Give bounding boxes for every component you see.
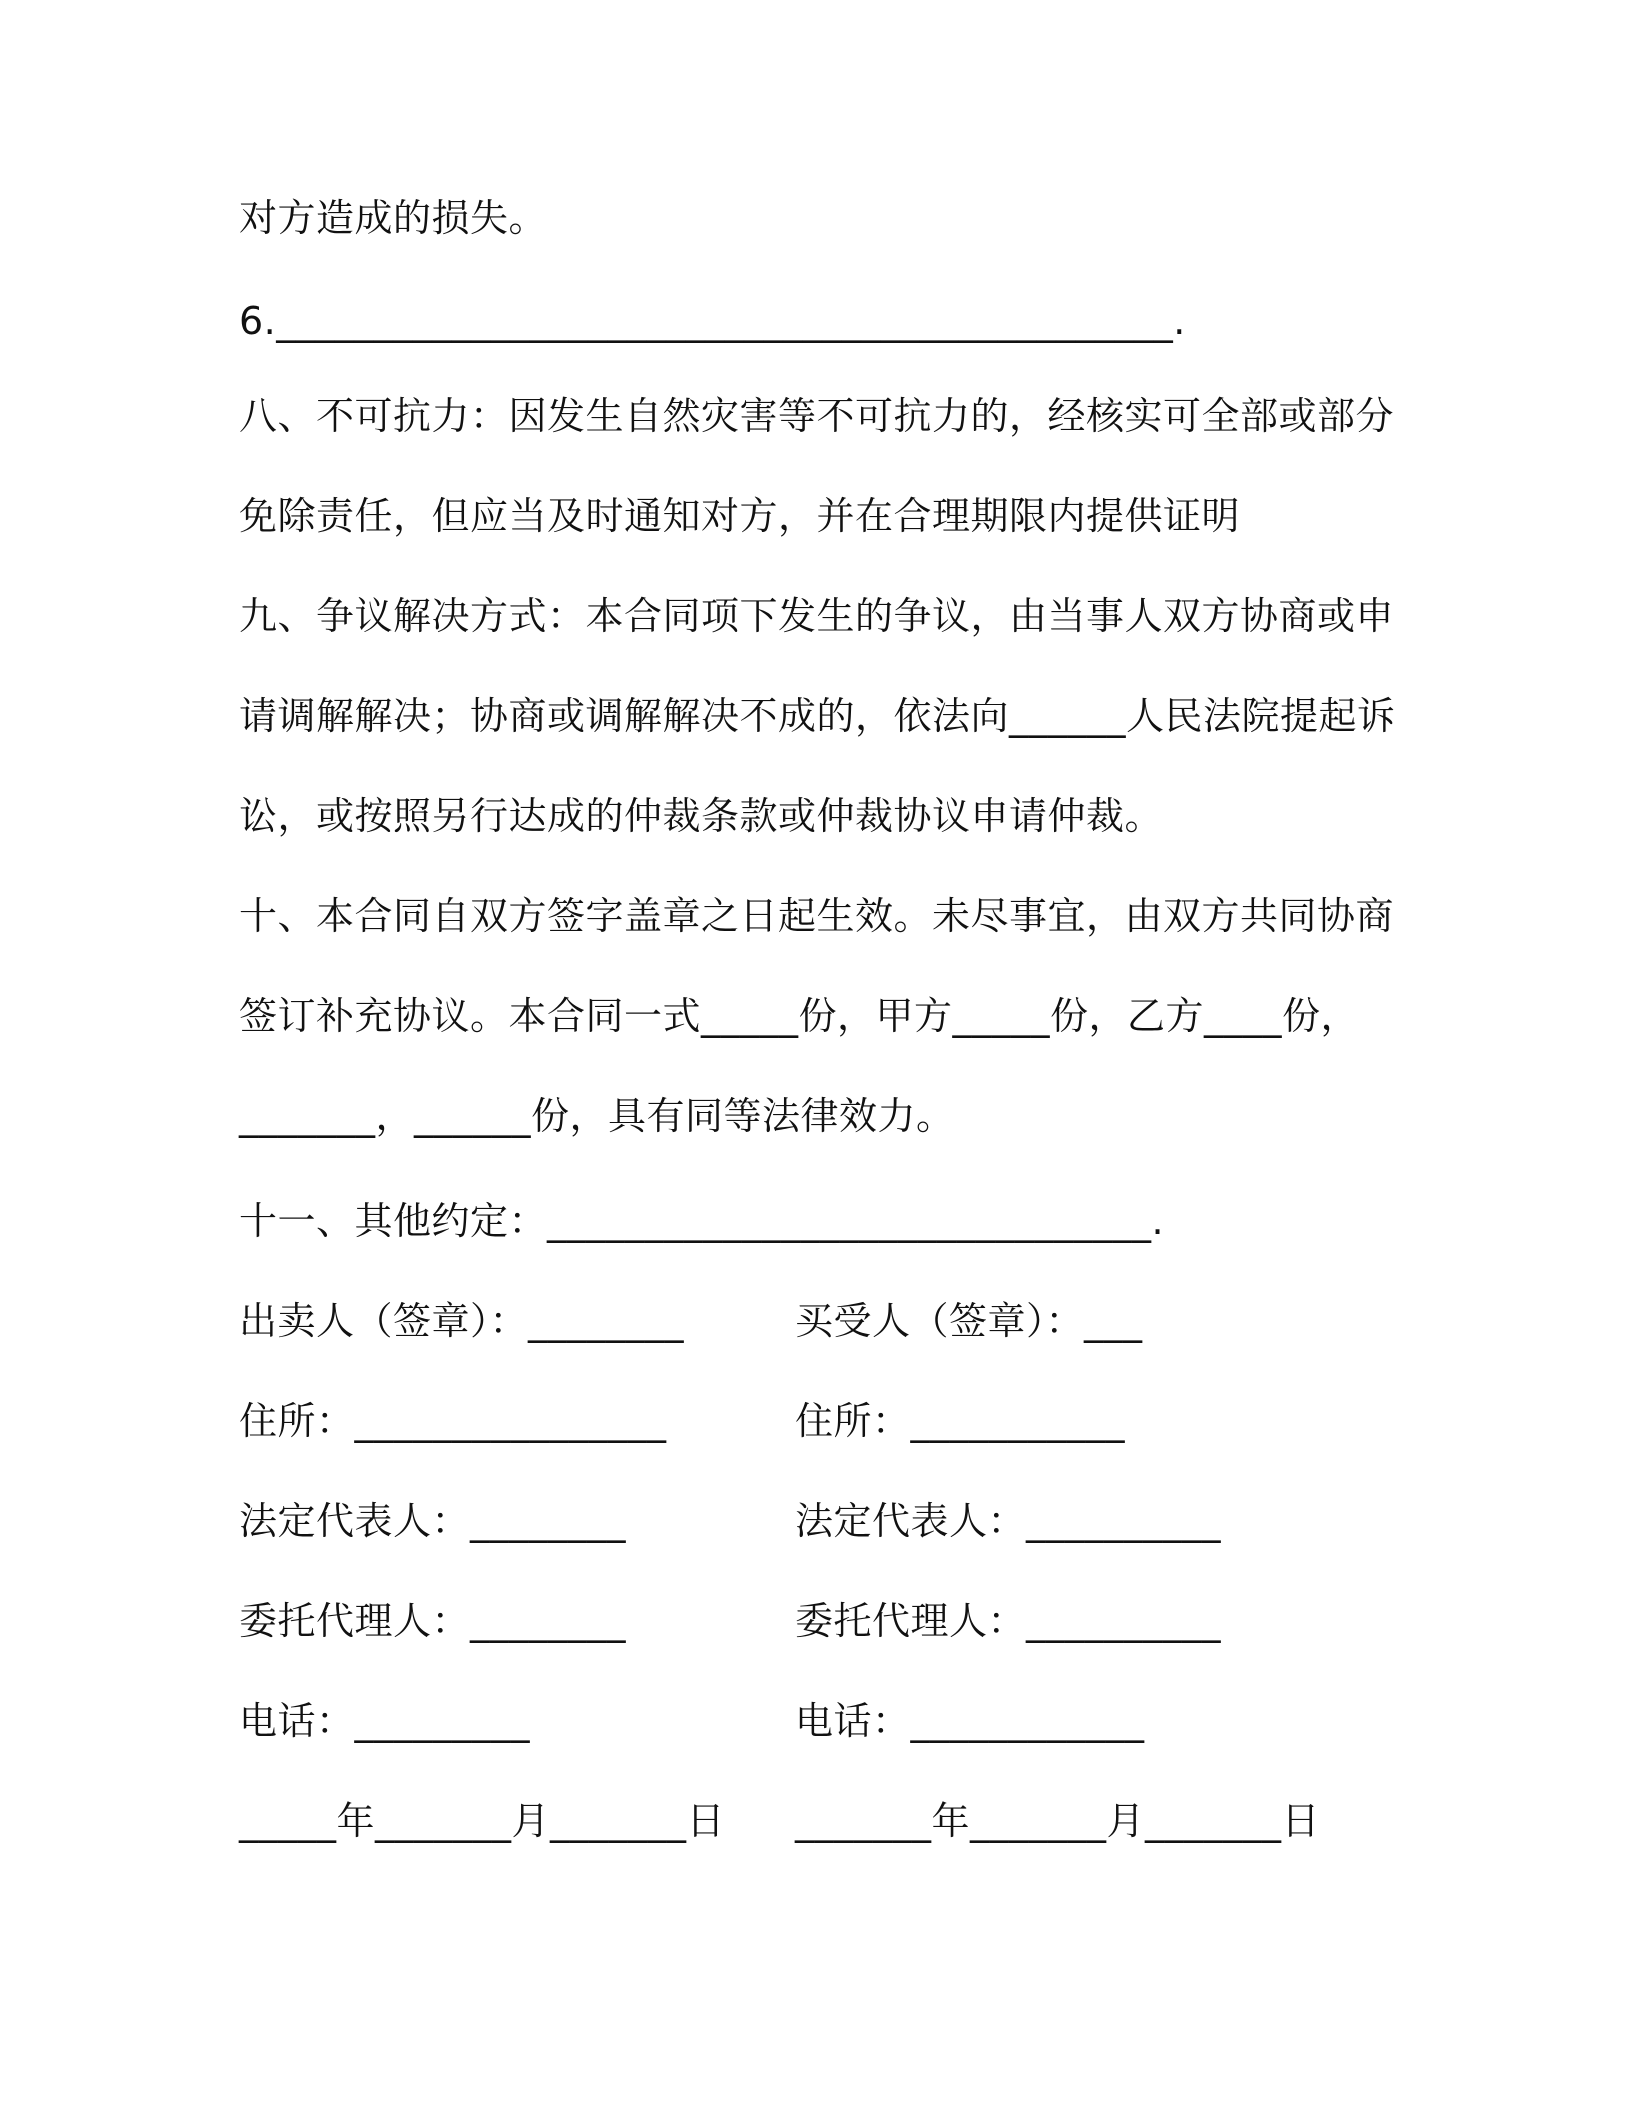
seller-date-field: _____年_______月_______日 <box>239 1799 726 1843</box>
seller-sign-field: 出卖人（签章）：________ <box>239 1299 685 1343</box>
paragraph-loss: 对方造成的损失。 <box>239 196 548 240</box>
seller-legal-rep-field: 法定代表人：________ <box>239 1499 627 1543</box>
paragraph-other-agreements: 十一、其他约定：_______________________________. <box>239 1199 1165 1243</box>
seller-address-field: 住所：________________ <box>239 1399 667 1443</box>
seller-phone-field: 电话：_________ <box>239 1699 531 1743</box>
buyer-legal-rep-field: 法定代表人：__________ <box>795 1499 1222 1543</box>
paragraph-force-majeure-2: 免除责任，但应当及时通知对方，并在合理期限内提供证明 <box>239 494 1241 538</box>
paragraph-dispute-2: 请调解解决；协商或调解解决不成的，依法向______人民法院提起诉 <box>239 694 1396 738</box>
paragraph-effective-2: 签订补充协议。本合同一式_____份，甲方_____份，乙方____份， <box>239 994 1360 1038</box>
paragraph-effective-3: _______，______份，具有同等法律效力。 <box>239 1094 955 1138</box>
paragraph-force-majeure-1: 八、不可抗力：因发生自然灾害等不可抗力的，经核实可全部或部分 <box>239 394 1395 438</box>
buyer-address-field: 住所：___________ <box>795 1399 1126 1443</box>
paragraph-dispute-3: 讼，或按照另行达成的仲裁条款或仲裁协议申请仲裁。 <box>239 794 1164 838</box>
paragraph-effective-1: 十、本合同自双方签字盖章之日起生效。未尽事宜，由双方共同协商 <box>239 894 1395 938</box>
paragraph-dispute-1: 九、争议解决方式：本合同项下发生的争议，由当事人双方协商或申 <box>239 594 1395 638</box>
buyer-phone-field: 电话：____________ <box>795 1699 1145 1743</box>
seller-agent-field: 委托代理人：________ <box>239 1599 627 1643</box>
buyer-date-field: _______年_______月_______日 <box>795 1799 1321 1843</box>
buyer-agent-field: 委托代理人：__________ <box>795 1599 1222 1643</box>
buyer-sign-field: 买受人（签章）：___ <box>795 1299 1143 1343</box>
paragraph-item-6: 6.______________________________________________. <box>239 299 1186 343</box>
